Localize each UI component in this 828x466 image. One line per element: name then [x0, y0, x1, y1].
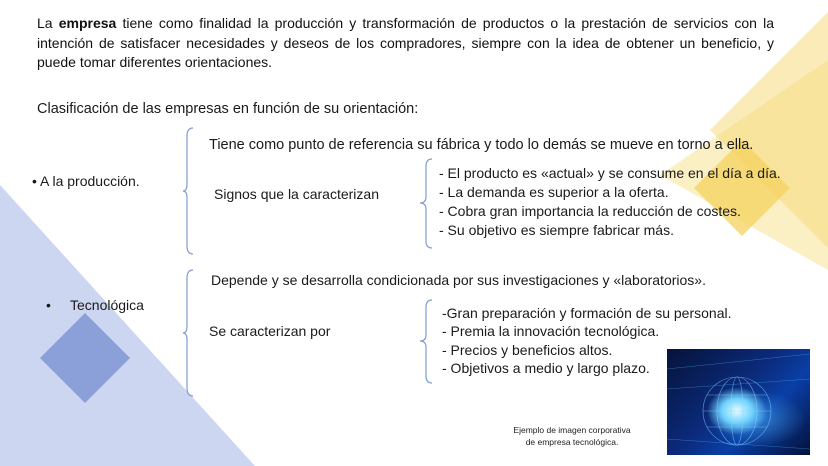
- technology-label: Tecnológica: [70, 297, 144, 313]
- globe-illustration: [667, 349, 810, 455]
- production-signs-label: Signos que la caracterizan: [214, 186, 379, 202]
- tech-corporate-image: [667, 349, 810, 455]
- list-item: - Objetivos a medio y largo plazo.: [442, 360, 650, 376]
- technology-description: Depende y se desarrolla condicionada por sus investigaciones y «laboratorios».: [211, 272, 706, 288]
- list-item: - La demanda es superior a la oferta.: [439, 184, 669, 200]
- technology-traits-label: Se caracterizan por: [209, 323, 331, 339]
- list-item: -Gran preparación y formación de su personal.: [442, 305, 732, 321]
- list-item: - Cobra gran importancia la reducción de costes.: [439, 203, 741, 219]
- classification-heading: Clasificación de las empresas en función de su orientación:: [37, 101, 419, 117]
- caption-line-2: de empresa tecnológica.: [525, 437, 619, 447]
- list-item: - Su objetivo es siempre fabricar más.: [439, 222, 674, 238]
- production-label: • A la producción.: [32, 173, 140, 189]
- technology-bullet: •: [46, 297, 51, 313]
- list-item: - Premia la innovación tecnológica.: [442, 323, 660, 339]
- intro-bold-word: empresa: [58, 15, 117, 31]
- list-item: - Precios y beneficios altos.: [442, 342, 613, 358]
- production-description: Tiene como punto de referencia su fábrica y todo lo demás se mueve en torno a ella.: [209, 137, 754, 153]
- technology-brace: [183, 268, 195, 398]
- production-brace: [183, 126, 195, 256]
- intro-before: La: [37, 15, 59, 31]
- intro-after: tiene como finalidad la producción y transformación de productos o la prestación de servicios con la intención de satisfacer necesidades y deseos de los compradores, siempre con la idea de obtener un beneficio, y puede tomar diferentes orientaciones.: [37, 15, 774, 70]
- technology-traits-brace: [420, 298, 434, 386]
- caption-line-1: Ejemplo de imagen corporativa: [513, 425, 631, 435]
- list-item: - El producto es «actual» y se consume en el día a día.: [439, 165, 781, 181]
- image-caption: [496, 424, 648, 448]
- intro-paragraph: [37, 14, 774, 73]
- production-signs-brace: [420, 157, 434, 251]
